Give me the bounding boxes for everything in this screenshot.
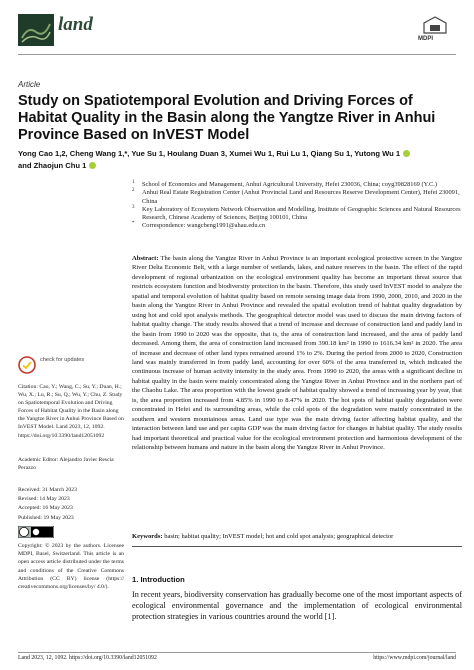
publication-dates [18,486,124,523]
keywords-divider [132,546,462,547]
keywords-label: Keywords: [132,533,163,540]
footer-divider [18,652,456,653]
date-received: Received: 31 March 2023 [18,487,77,493]
affiliation-item: 1 School of Economics and Management, Anhui Agricultural University, Hefei 230036, China; coyg39828169 (Y.C.) [132,180,437,188]
date-accepted: Accepted: 16 May 2023 [18,505,73,512]
date-published: Published: 19 May 2023 [18,514,74,521]
intro-paragraph [132,589,462,623]
orcid-icon[interactable] [403,150,410,157]
article-title: Study on Spatiotemporal Evolution and Driving Forces of Habitat Quality in the Basin along the Yangtze River in Anhui Province Based on InVEST Model [18,93,436,143]
section-heading: 1. Introduction [132,575,185,584]
abstract-text: The basin along the Yangtze River in Anhui Province is an important ecological protective screen in the Yangtze River Delta Economic Belt, with a large number of wetlands, lakes, and nature reserves in the basin. The effect of the rapid development of regional urbanization on the ecological environment quality has become an important threat source that restricts ecosystem function and biodiversity protection in the basin. Therefore, this study used InVEST model to analyze the spatial and temporal evolution of habitat quality based on remote sensing image data from 1990, 2000, 2010, and 2020 in the basin along the Yangtze River in Anhui Province and revealed the spatial evolution trend of habitat quality degradation by using hot and cold spot analysis methods. The geographical detector model was used to discuss the main driving factors of habitat quality change. The study results showed that a trend of increase and decrease of construction land and paddy land in the basin from 1990 to 2020 was the opposite, that is, the area of construction land increased, and the area of paddy land decreased. Among them, the area of construction land increased from 390.18 km² in 1990 to 1616.34 km² in 2020. The area of increase and decrease of other land types remained around 1% to 2%. During the period from 2000 to 2020, Construction land was mainly transferred in from paddy land, accounting for over 60% of the area transferred in, which indicated the continuous increase of human activity intensity in the study area. From 1990 to 2020, the areas with a significant decline in habitat quality in the basin were mainly concentrated along the Yangtze River in Anhui Province and in the northern part of the Chaohu Lake. The area proportion with the lowest grade of habitat quality showed a trend of increasing year by year, that is, the area proportion increased from 4.85% in 1990 to 8.47% in 2020. The hot spots of habitat quality degradation were concentrated in Hefei and its surrounding areas, while the cold spots of the degradation were mainly concentrated in the southern and western mountainous areas. Land use type was the main driving factor affecting habitat quality, and the interaction between land use and per capita GDP was the main driving factor for changes in habitat quality. The study results had important theoretical and practical value for the ecological environment protection and harmonious development of the relationship between humans and nature in the basin along the Yangtze River in Anhui Province. [132,255,462,452]
citation-block[interactable]: Citation: Cao, Y.; Wang, C.; Su, Y.; Duan, H.; Wu, X.; Lu, R.; Su, Q.; Wu, Y.; Chu, Z. Study on Spatiotemporal Evolution and Driving Forces of Habitat Quality in the Basin along the Yangtze River in Anhui Province Based on InVEST Model. Land 2023, 12, 1092. https://doi.org/10.3390/land12051092 [18,384,124,439]
check-for-updates-icon[interactable] [18,356,36,374]
cc-license-badge[interactable] [18,525,54,537]
mdpi-logo-icon[interactable] [416,16,454,34]
check-for-updates-button[interactable]: check for updates [40,357,85,363]
journal-logo-icon [18,14,54,46]
copyright-notice: Copyright: © 2023 by the authors. Licensee MDPI, Basel, Switzerland. This article is an open access article distributed under the terms and conditions of the Creative Commons Attribution (CC BY) license (https:// creativecommons.org/licenses/by/ 4.0/). [18,543,124,591]
affiliations [132,181,462,231]
orcid-icon[interactable] [89,162,96,169]
affiliation-item: 2 Anhui Real Estate Registration Center (Anhui Provincial Land and Resources Reserve Development Center), Hefei 230091, China [132,188,460,205]
correspondence-email[interactable]: * Correspondence: wangcbeng1991@ahau.edu.cn [132,221,266,230]
academic-editor: Academic Editor: Alejandro Javier Rescia Perazzo [18,457,114,472]
author-list [18,148,448,172]
keywords-text: basin; habitat quality; InVEST model; hot and cold spot analysis; geographical detector [164,533,394,540]
affiliation-item: 3 Key Laboratory of Ecosystem Network Observation and Modelling, Institute of Geographic Sciences and Natural Resources Research, Chinese Academy of Sciences, Beijing 100101, China [132,204,461,222]
publisher-name: MDPI [418,36,433,42]
footer-citation[interactable]: Land 2023, 12, 1092. https://doi.org/10.3390/land12051092 [18,655,157,661]
intro-text: In recent years, biodiversity conservation has gradually become one of the most important aspects of ecological environmental governance and the implementation of ecological environmental protection strategies in various countries around the world [1]. [132,590,462,622]
authors-line-2[interactable]: and Zhaojun Chu 1 [18,161,87,170]
abstract-label: Abstract: [132,255,159,262]
keywords [132,532,462,541]
header-divider [18,54,456,55]
footer-journal-url[interactable]: https://www.mdpi.com/journal/land [373,655,456,661]
abstract [132,254,462,453]
date-revised: Revised: 14 May 2023 [18,496,70,503]
authors-line-1[interactable]: Yong Cao 1,2, Cheng Wang 1,*, Yue Su 1, Houlang Duan 3, Xumei Wu 1, Rui Lu 1, Qiang Su 1, Yutong Wu 1 [18,149,401,158]
journal-name[interactable]: land [58,14,93,35]
article-type: Article [18,80,41,89]
